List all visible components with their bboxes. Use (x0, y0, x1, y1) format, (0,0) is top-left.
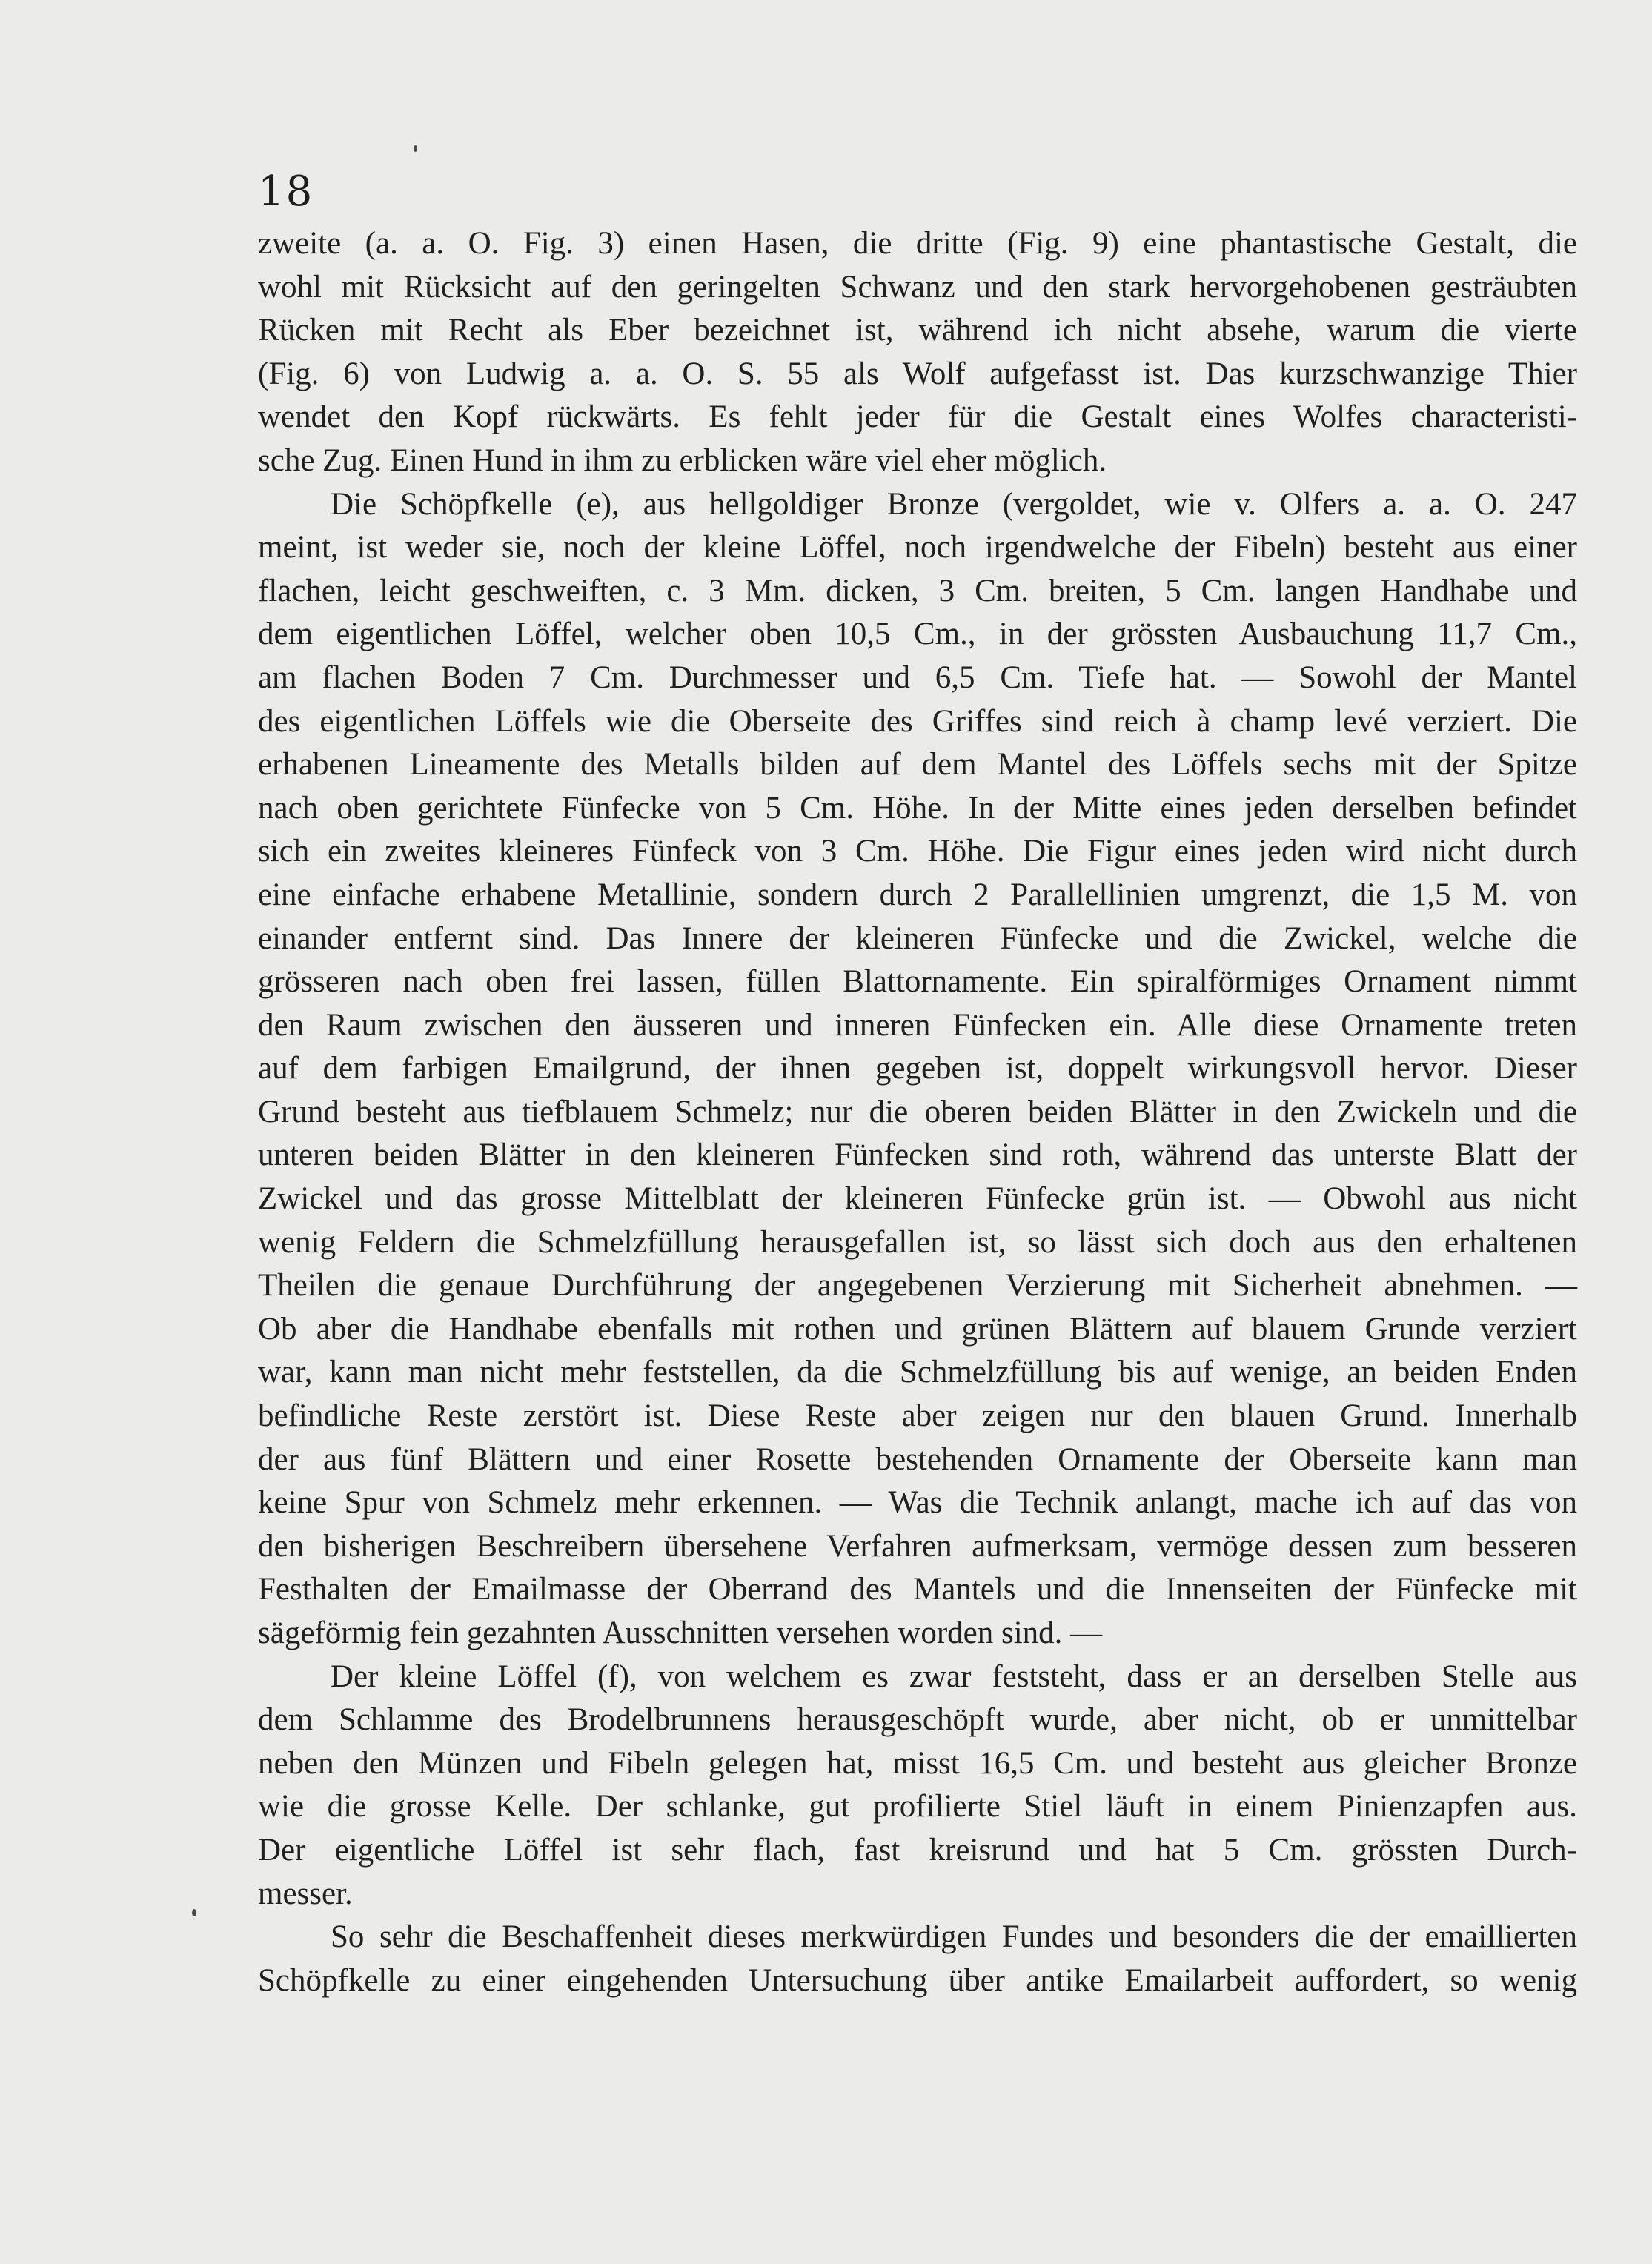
text-line: grösseren nach oben frei lassen, füllen Blattornamente. Ein spiralförmiges Ornament nimmt (258, 964, 1577, 1000)
text-line: zweite (a. a. O. Fig. 3) einen Hasen, die dritte (Fig. 9) eine phantastische Gestalt, die (258, 226, 1577, 261)
text-line: des eigentlichen Löffels wie die Oberseite des Griffes sind reich à champ levé verziert. Die (258, 703, 1577, 739)
text-line: sche Zug. Einen Hund in ihm zu erblicken wäre viel eher möglich. (258, 442, 1107, 478)
text-line: Theilen die genaue Durchführung der angegebenen Verzierung mit Sicherheit abnehmen. — (258, 1268, 1577, 1304)
body-text (258, 222, 1577, 2002)
text-line: Schöpfkelle zu einer eingehenden Untersuchung über antike Emailarbeit auffordert, so wenig (258, 1962, 1577, 1998)
text-line: meint, ist weder sie, noch der kleine Löffel, noch irgendwelche der Fibeln) besteht aus einer (258, 530, 1577, 565)
text-line: Zwickel und das grosse Mittelblatt der kleineren Fünfecke grün ist. — Obwohl aus nicht (258, 1181, 1577, 1217)
text-line: dem Schlamme des Brodelbrunnens herausgeschöpft wurde, aber nicht, ob er unmittelbar (258, 1702, 1577, 1738)
text-line: einander entfernt sind. Das Innere der kleineren Fünfecke und die Zwickel, welche die (258, 920, 1577, 956)
text-line: Rücken mit Recht als Eber bezeichnet ist, während ich nicht absehe, warum die vierte (258, 313, 1577, 348)
text-line: den Raum zwischen den äusseren und inneren Fünfecken ein. Alle diese Ornamente treten (258, 1007, 1577, 1043)
scan-speck (192, 1909, 196, 1916)
text-line: den bisherigen Beschreibern übersehene Verfahren aufmerksam, vermöge dessen zum besseren (258, 1528, 1577, 1564)
text-line: wohl mit Rücksicht auf den geringelten Schwanz und den stark hervorgehobenen gesträubten (258, 269, 1577, 305)
text-line: war, kann man nicht mehr feststellen, da die Schmelzfüllung bis auf wenige, an beiden Enden (258, 1355, 1577, 1390)
scan-speck (414, 145, 417, 152)
text-line: messer. (258, 1876, 353, 1911)
text-line: wenig Feldern die Schmelzfüllung herausgefallen ist, so lässt sich doch aus den erhaltenen (258, 1224, 1577, 1260)
text-line: Ob aber die Handhabe ebenfalls mit rothen und grünen Blättern auf blauem Grunde verziert (258, 1311, 1577, 1347)
paragraph-start-line: Die Schöpfkelle (e), aus hellgoldiger Bronze (vergoldet, wie v. Olfers a. a. O. 247 (331, 486, 1577, 522)
text-line: sägeförmig fein gezahnten Ausschnitten versehen worden sind. — (258, 1616, 1103, 1650)
text-line: keine Spur von Schmelz mehr erkennen. — Was die Technik anlangt, mache ich auf das von (258, 1485, 1577, 1521)
text-line: eine einfache erhabene Metallinie, sondern durch 2 Parallellinien umgrenzt, die 1,5 M. von (258, 877, 1577, 912)
page-number: 18 (258, 167, 314, 216)
text-line: (Fig. 6) von Ludwig a. a. O. S. 55 als Wolf aufgefasst ist. Das kurzschwanzige Thier (258, 356, 1577, 391)
text-line: am flachen Boden 7 Cm. Durchmesser und 6,5 Cm. Tiefe hat. — Sowohl der Mantel (258, 660, 1577, 695)
text-line: wie die grosse Kelle. Der schlanke, gut profilierte Stiel läuft in einem Pinienzapfen aus. (258, 1789, 1577, 1825)
text-line: neben den Münzen und Fibeln gelegen hat, misst 16,5 Cm. und besteht aus gleicher Bronze (258, 1745, 1577, 1781)
text-line: Der eigentliche Löffel ist sehr flach, fast kreisrund und hat 5 Cm. grössten Durch- (258, 1832, 1577, 1868)
text-line: auf dem farbigen Emailgrund, der ihnen gegeben ist, doppelt wirkungsvoll hervor. Dieser (258, 1051, 1577, 1086)
text-line: sich ein zweites kleineres Fünfeck von 3 Cm. Höhe. Die Figur eines jeden wird nicht durch (258, 834, 1577, 869)
text-line: befindliche Reste zerstört ist. Diese Reste aber zeigen nur den blauen Grund. Innerhalb (258, 1398, 1577, 1434)
text-line: nach oben gerichtete Fünfecke von 5 Cm. Höhe. In der Mitte eines jeden derselben befindet (258, 790, 1577, 826)
text-line: wendet den Kopf rückwärts. Es fehlt jeder für die Gestalt eines Wolfes characteristi- (258, 399, 1577, 435)
text-line: erhabenen Lineamente des Metalls bilden auf dem Mantel des Löffels sechs mit der Spitze (258, 747, 1577, 783)
paragraph-start-line: So sehr die Beschaffenheit dieses merkwürdigen Fundes und besonders die der emaillierten (331, 1919, 1577, 1955)
text-line: unteren beiden Blätter in den kleineren Fünfecken sind roth, während das unterste Blatt der (258, 1138, 1577, 1173)
text-line: dem eigentlichen Löffel, welcher oben 10,5 Cm., in der grössten Ausbauchung 11,7 Cm., (258, 617, 1577, 652)
text-line: Grund besteht aus tiefblauem Schmelz; nur die oberen beiden Blätter in den Zwickeln und die (258, 1094, 1577, 1129)
text-line: der aus fünf Blättern und einer Rosette bestehenden Ornamente der Oberseite kann man (258, 1441, 1577, 1477)
paragraph-start-line: Der kleine Löffel (f), von welchem es zwar feststeht, dass er an derselben Stelle aus (331, 1659, 1577, 1694)
text-line: flachen, leicht geschweiften, c. 3 Mm. dicken, 3 Cm. breiten, 5 Cm. langen Handhabe und (258, 573, 1577, 608)
text-line: Festhalten der Emailmasse der Oberrand des Mantels und die Innenseiten der Fünfecke mit (258, 1572, 1577, 1607)
